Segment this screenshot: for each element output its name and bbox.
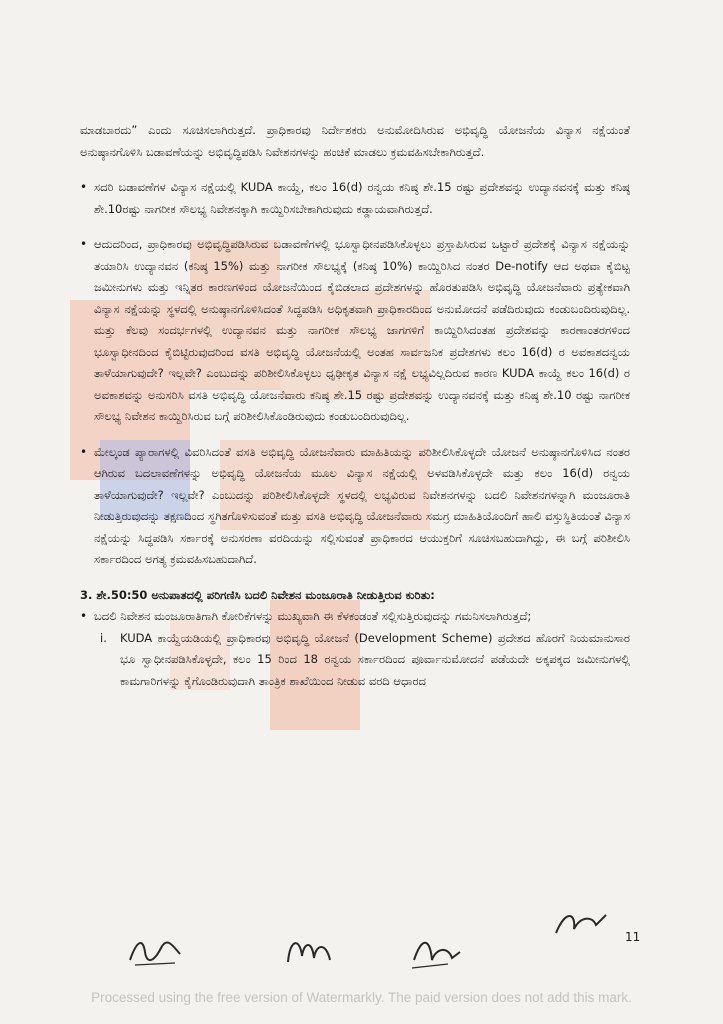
paragraph-2: ಸದರಿ ಬಡಾವಣೆಗಳ ವಿನ್ಯಾಸ ನಕ್ಷೆಯಲ್ಲಿ KUDA ಕಾಯ್ದೆ, ಕಲಂ 16(d) ರನ್ವಯ ಕನಿಷ್ಠ ಶೇ.15 ರಷ್ಟು ಪ್ರದೇಶವನ್ನು ಉದ್ಯಾನವನಕ್ಕೆ ಮತ್ತು ಕನಿಷ್ಠ ಶೇ.10ರಷ್ಟು ನಾಗರೀಕ ಸೌಲಭ್ಯ ನಿವೇಶನಕ್ಕಾಗಿ ಕಾಯ್ದಿರಿಸಬೇಕಾಗಿರುವುದು ಕಡ್ಡಾಯವಾಗಿರುತ್ತದೆ. bbox=[94, 180, 630, 216]
bullet-paragraph-2 bbox=[80, 177, 630, 220]
sub-item-i bbox=[80, 628, 630, 693]
paragraph-1: ಮಾಡಬಾರದು” ಎಂದು ಸೂಚಿಸಲಾಗಿರುತ್ತದೆ. ಪ್ರಾಧಿಕಾರವು ನಿರ್ದೇಶಕರು ಅನುಮೋದಿಸಿರುವ ಅಭಿವೃದ್ಧಿ ಯೋಜನೆಯ ವಿನ್ಯಾಸ ನಕ್ಷೆಯಂತೆ ಅನುಷ್ಠಾನಗೊಳಿಸಿ ಬಡಾವಣೆಯನ್ನು ಅಭಿವೃದ್ಧಿಪಡಿಸಿ ನಿವೇಶನಗಳನ್ನು ಹಂಚಿಕೆ ಮಾಡಲು ಕ್ರಮವಹಿಸಬೇಕಾಗಿರುತ್ತದೆ. bbox=[80, 123, 630, 159]
bullet-icon: • bbox=[80, 609, 88, 623]
section-3 bbox=[80, 585, 630, 607]
signature-4 bbox=[550, 905, 610, 945]
signature-3 bbox=[408, 930, 468, 970]
sub-item-number: i. bbox=[100, 630, 107, 645]
bullet-icon: • bbox=[80, 444, 88, 459]
bullet-icon: • bbox=[80, 237, 88, 251]
paragraph-4: ಮೇಲ್ಕಂಡ ಪ್ಯಾರಾಗಳಲ್ಲಿ ವಿವರಿಸಿದಂತೆ ವಸತಿ ಅಭಿವೃದ್ಧಿ ಯೋಜನೆವಾರು ಮಾಹಿತಿಯನ್ನು ಪರಿಶೀಲಿಸಿಕೊಳ್ಳದೇ ಯೋಜನೆ ಅನುಷ್ಠಾನಗೊಳಿಸಿದ ನಂತರ ಆಗಿರುವ ಬದಲಾವಣೆಗಳನ್ನು ಅಭಿವೃದ್ಧಿ ಯೋಜನೆಯ ಮೂಲ ವಿನ್ಯಾಸ ನಕ್ಷೆಯಲ್ಲಿ ಅಳವಡಿಸಿಕೊಳ್ಳದೇ ಮತ್ತು ಕಲಂ 16(d) ರನ್ವಯ ತಾಳೆಯಾಗುವುದೇ? ಇಲ್ಲವೇ? ಎಂಬುದನ್ನು ಪರಿಶೀಲಿಸಿಕೊಳ್ಳದೇ ಸ್ಥಳದಲ್ಲಿ ಲಭ್ಯವಿರುವ ನಿವೇಶನಗಳನ್ನು ಬದಲಿ ನಿವೇಶನಗಳನ್ನಾಗಿ ಮಂಜೂರಾತಿ ನೀಡುತ್ತಿರುವುದನ್ನು ತಕ್ಷಣದಿಂದ ಸ್ಥಗಿತಗೊಳಿಸುವಂತೆ ಮತ್ತು ವಸತಿ ಅಭಿವೃದ್ಧಿ ಯೋಜನೆವಾರು ಸಮಗ್ರ ಮಾಹಿತಿಯೊಂದಿಗೆ ಹಾಲಿ ವಸ್ತುಸ್ಥಿತಿಯಂತೆ ವಿನ್ಯಾಸ ನಕ್ಷೆಯನ್ನು ಸಿದ್ಧಪಡಿಸಿ ಸರ್ಕಾರಕ್ಕೆ ಅನುಸರಣಾ ವರದಿಯನ್ನು ಸಲ್ಲಿಸುವಂತೆ ಪ್ರಾಧಿಕಾರದ ಆಯುಕ್ತರಿಗೆ ಸೂಚಿಸಬಹುದಾಗಿದ್ದು, ಈ ಬಗ್ಗೆ ಪರಿಶೀಲಿಸಿ ಸರ್ಕಾರದಿಂದ ಅಗತ್ಯ ಕ್ರಮವಹಿಸಬಹುದಾಗಿದೆ. bbox=[94, 444, 630, 566]
paragraph-3: ಆದುದರಿಂದ, ಪ್ರಾಧಿಕಾರವು ಅಭಿವೃದ್ಧಿಪಡಿಸಿರುವ ಬಡಾವಣೆಗಳಲ್ಲಿ ಭೂಸ್ವಾಧೀನಪಡಿಸಿಕೊಳ್ಳಲು ಪ್ರಸ್ತಾಪಿಸಿರುವ ಒಟ್ಟಾರೆ ಪ್ರದೇಶಕ್ಕೆ ವಿನ್ಯಾಸ ನಕ್ಷೆಯನ್ನು ತಯಾರಿಸಿ ಉದ್ಯಾನವನ (ಕನಿಷ್ಠ 15%) ಮತ್ತು ನಾಗರೀಕ ಸೌಲಭ್ಯಕ್ಕೆ (ಕನಿಷ್ಠ 10%) ಕಾಯ್ದಿರಿಸಿದ ನಂತರ De-notify ಆದ ಅಥವಾ ಕೈಬಿಟ್ಟ ಜಮೀನುಗಳು ಮತ್ತು ಇನ್ನಿತರ ಕಾರಣಗಳಿಂದ ಯೋಜನೆಯಿಂದ ಕೈಬಿಡಲಾದ ಪ್ರದೇಶಗಳನ್ನು ಹೊರತುಪಡಿಸಿ ಅಭಿವೃದ್ಧಿ ಯೋಜನೆವಾರು ಪ್ರತ್ಯೇಕವಾಗಿ ವಿನ್ಯಾಸ ನಕ್ಷೆಯನ್ನು ಸ್ಥಳದಲ್ಲಿ ಅನುಷ್ಠಾನಗೊಳಿಸಿದಂತೆ ಸಿದ್ಧಪಡಿಸಿ ಅಧಿಕೃತವಾಗಿ ಪ್ರಾಧಿಕಾರದಿಂದ ಅನುಮೋದನೆ ಪಡೆದಿರುವುದು ಕಂಡುಬಂದಿರುವುದಿಲ್ಲ. ಮತ್ತು ಕೆಲವು ಸಂದರ್ಭಗಳಲ್ಲಿ ಉದ್ಯಾನವನ ಮತ್ತು ನಾಗರೀಕ ಸೌಲಭ್ಯ ಜಾಗಗಳಿಗೆ ಕಾಯ್ದಿರಿಸಿದಂತಹ ಪ್ರದೇಶವನ್ನು ಕಾರಣಾಂತರಗಳಿಂದ ಭೂಸ್ವಾಧೀನದಿಂದ ಕೈಬಿಟ್ಟಿರುವುದರಿಂದ ವಸತಿ ಅಭಿವೃದ್ಧಿ ಯೋಜನೆಯಲ್ಲಿ ಅಂತಹ ಸಾರ್ವಜನಿಕ ಪ್ರದೇಶಗಳು ಕಲಂ 16(d) ರ ಅವಕಾಶದನ್ವಯ ತಾಳೆಯಾಗುವುದೇ? ಇಲ್ಲವೇ? ಎಂಬುದನ್ನು ಪರಿಶೀಲಿಸಿಕೊಳ್ಳಲು ಧೃಢೀಕೃತ ವಿನ್ಯಾಸ ನಕ್ಷೆ ಲಭ್ಯವಿಲ್ಲದಿರುವ ಕಾರಣ KUDA ಕಾಯ್ದೆ ಕಲಂ 16(d) ರ ಅವಕಾಶವನ್ನು ಅನುಸರಿಸಿ ವಸತಿ ಅಭಿವೃದ್ಧಿ ಯೋಜನೆವಾರು ಕನಿಷ್ಠ ಶೇ.15 ರಷ್ಟು ಪ್ರದೇಶವನ್ನು ಉದ್ಯಾನವನಕ್ಕೆ ಮತ್ತು ಕನಿಷ್ಠ ಶೇ.10 ರಷ್ಟು ನಾಗರೀಕ ಸೌಲಭ್ಯ ನಿವೇಶನ ಕಾಯ್ದಿರಿಸಿರುವ ಬಗ್ಗೆ ಪರಿಶೀಲಿಸಿಕೊಂಡಿರುವುದು ಕಂಡುಬಂದಿರುವುದಿಲ್ಲ. bbox=[94, 237, 630, 423]
signature-1 bbox=[125, 930, 185, 970]
document-body bbox=[80, 120, 630, 692]
footer-watermark-text: Processed using the free version of Watermarkly. The paid version does not add this mark. bbox=[91, 990, 632, 1005]
bullet-icon: • bbox=[80, 180, 88, 194]
paragraph-5: ಬದಲಿ ನಿವೇಶನ ಮಂಜೂರಾತಿಗಾಗಿ ಕೋರಿಕೆಗಳನ್ನು ಮುಖ್ಯವಾಗಿ ಈ ಕೆಳಕಂಡಂತೆ ಸಲ್ಲಿಸುತ್ತಿರುವುದನ್ನು ಗಮನಿಸಲಾಗಿರುತ್ತದೆ; bbox=[94, 609, 532, 623]
page-number: 11 bbox=[625, 930, 641, 944]
section-heading: 3. ಶೇ.50:50 ಅನುಪಾತದಲ್ಲಿ ಪರಿಗಣಿಸಿ ಬದಲಿ ನಿವೇಶನ ಮಂಜೂರಾತಿ ನೀಡುತ್ತಿರುವ ಕುರಿತು: bbox=[80, 587, 435, 602]
bullet-paragraph-5 bbox=[80, 606, 630, 628]
sub-item-text: KUDA ಕಾಯ್ದೆಯಡಿಯಲ್ಲಿ ಪ್ರಾಧಿಕಾರವು ಅಭಿವೃದ್ಧಿ ಯೋಜನೆ (Development Scheme) ಪ್ರದೇಶದ ಹೊರಗೆ ನಿಯಮಾನುಸಾರ ಭೂ ಸ್ವಾಧೀನಪಡಿಸಿಕೊಳ್ಳದೇ, ಕಲಂ 15 ರಿಂದ 18 ರನ್ವಯ ಸರ್ಕಾರದಿಂದ ಪೂರ್ವಾನುಮೋದನೆ ಪಡೆಯದೇ ಅಕ್ಕಪಕ್ಕದ ಜಮೀನುಗಳಲ್ಲಿ ಕಾಮಗಾರಿಗಳನ್ನು ಕೈಗೊಂಡಿರುವುದಾಗಿ ತಾಂತ್ರಿಕ ಶಾಖೆಯಿಂದ ನೀಡುವ ವರದಿ ಆಧಾರದ bbox=[120, 630, 630, 688]
signature-2 bbox=[280, 930, 340, 970]
bullet-paragraph-3 bbox=[80, 234, 630, 428]
bullet-paragraph-4 bbox=[80, 442, 630, 571]
